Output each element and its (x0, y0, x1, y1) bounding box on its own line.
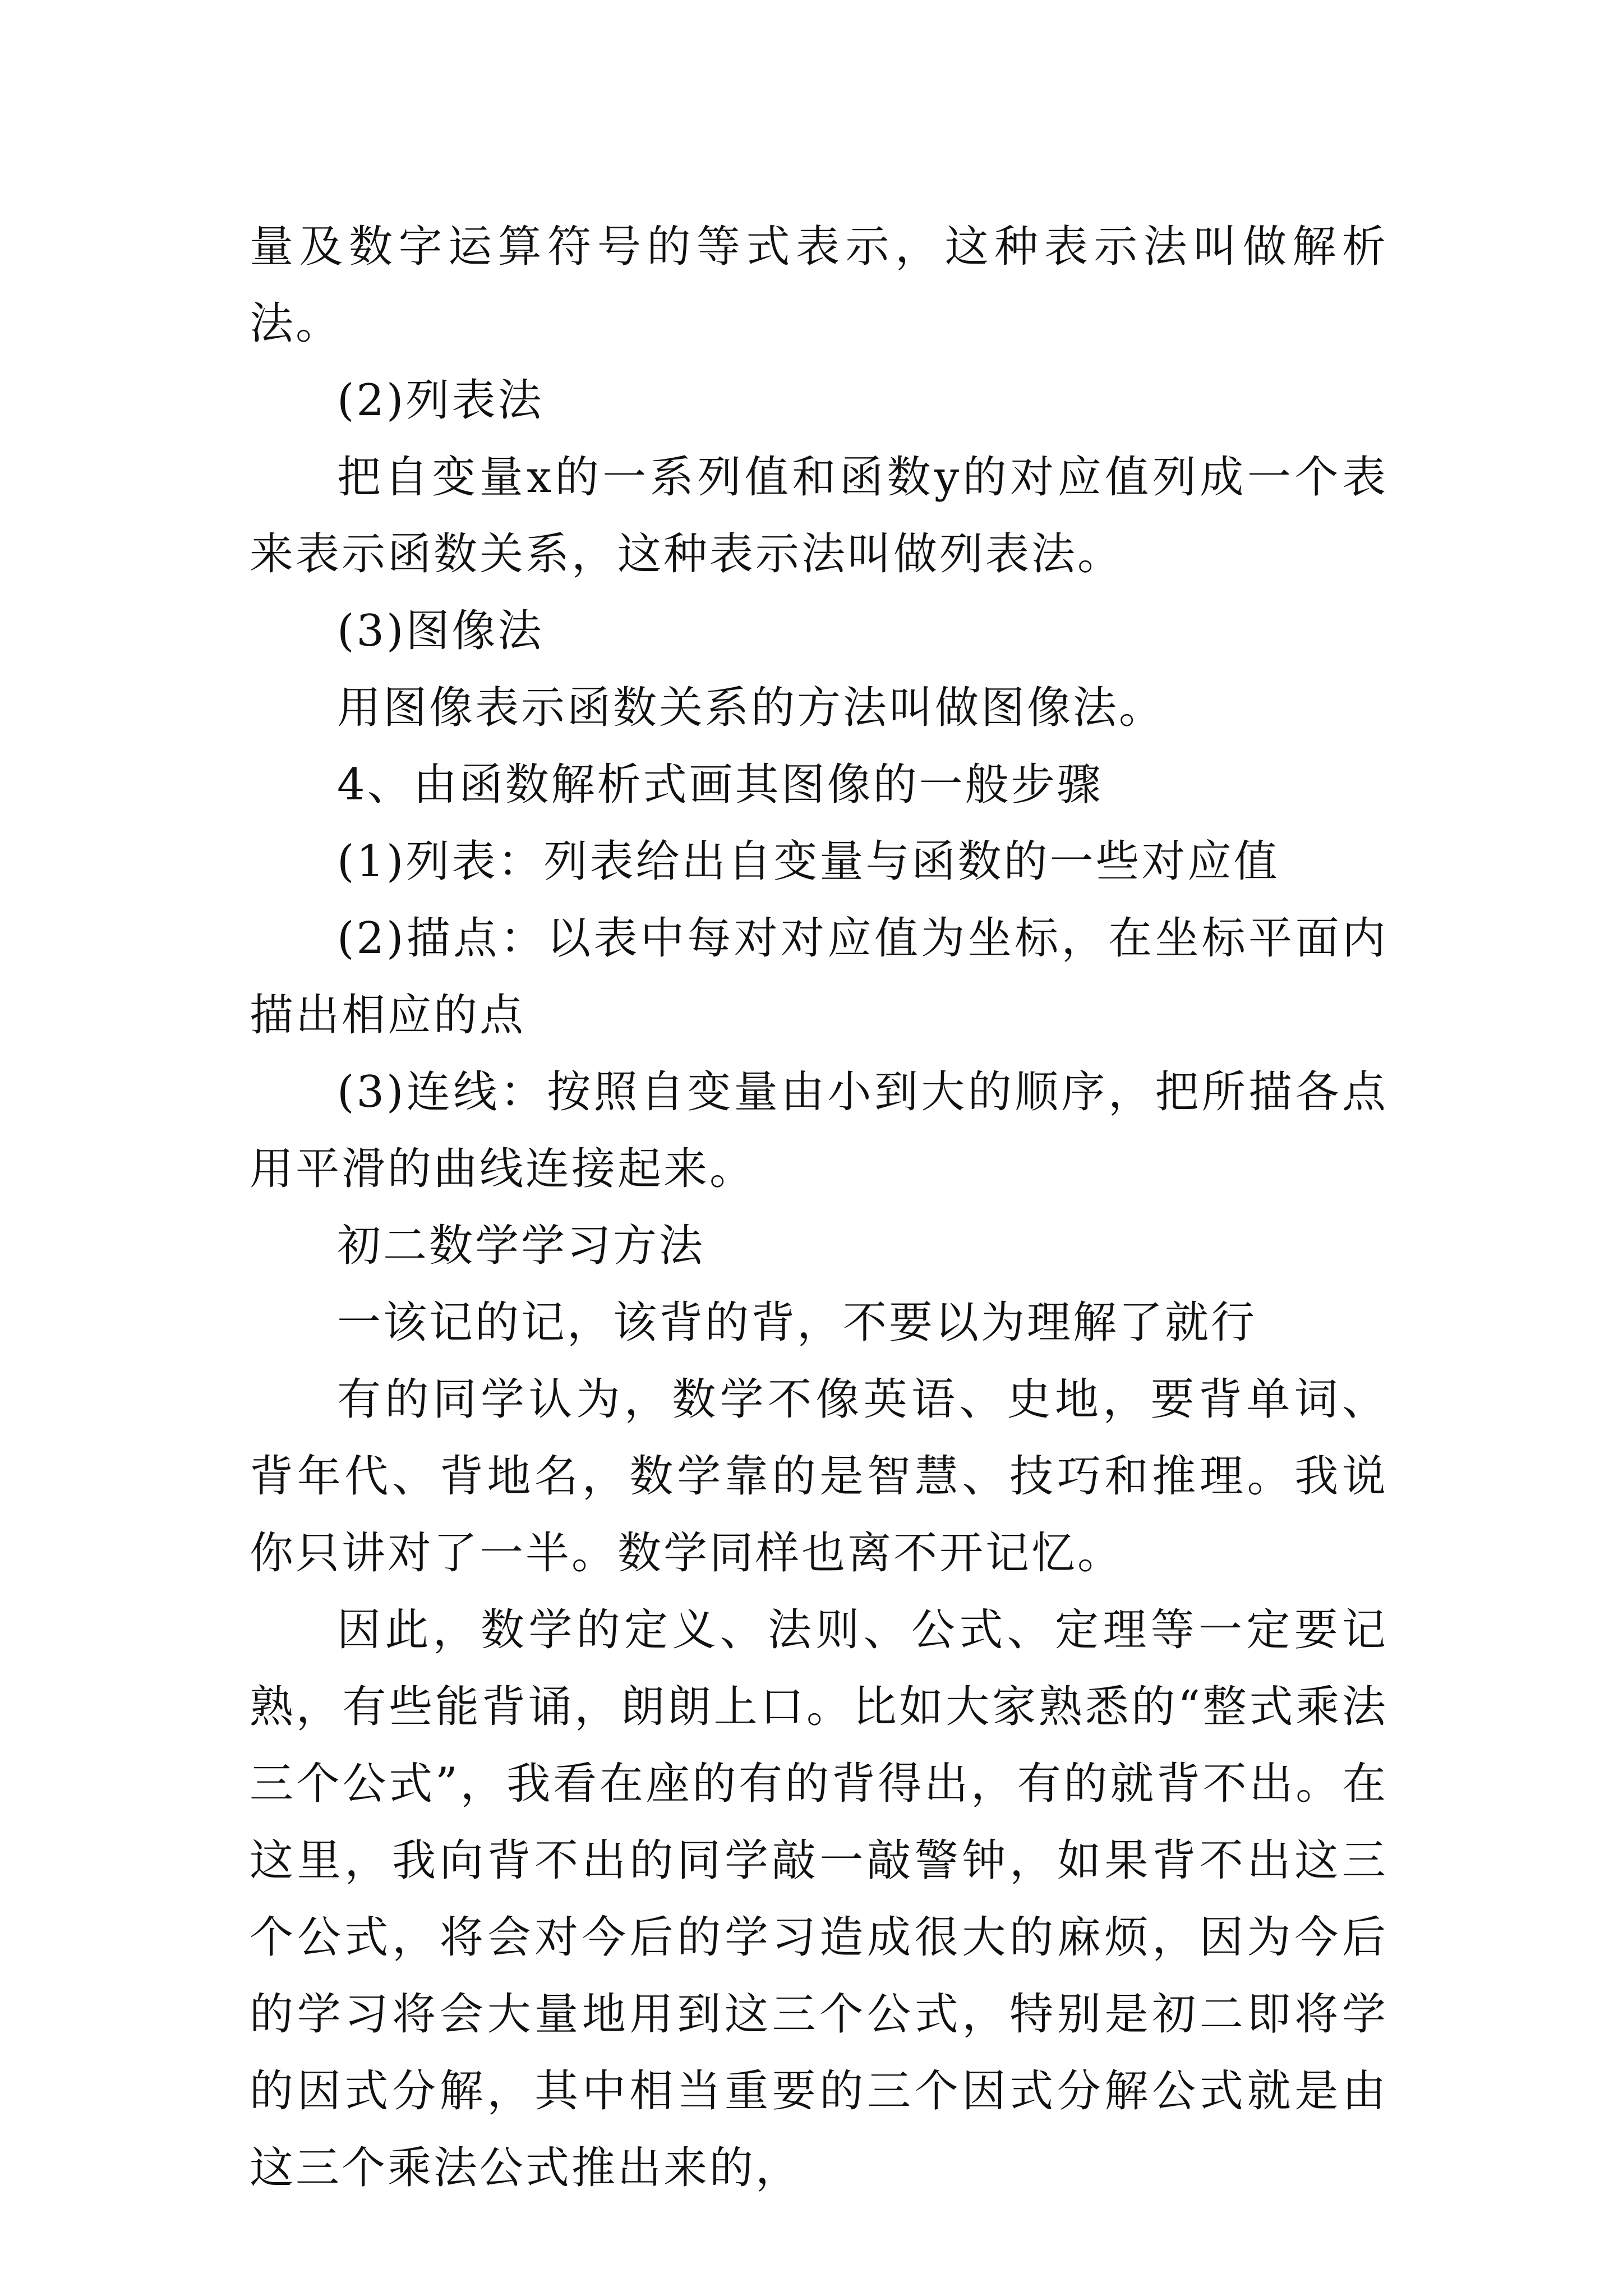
heading-graph-method: (3)图像法 (337, 606, 544, 656)
document-body (250, 209, 1388, 2207)
paragraph-table-method: 把自变量x的一系列值和函数y的对应值列成一个表来表示函数关系，这种表示法叫做列表法。 (250, 452, 1388, 579)
paragraph-analytic-method-end: 量及数字运算符号的等式表示，这种表示法叫做解析法。 (250, 222, 1388, 349)
paragraph-memory-importance: 有的同学认为，数学不像英语、史地，要背单词、背年代、背地名，数学靠的是智慧、技巧和推理。我说你只讲对了一半。数学同样也离不开记忆。 (250, 1374, 1388, 1579)
heading-table-method: (2)列表法 (337, 375, 544, 426)
step-plot-points: (2)描点：以表中每对对应值为坐标，在坐标平面内描出相应的点 (250, 913, 1388, 1041)
step-list-values: (1)列表：列表给出自变量与函数的一些对应值 (337, 836, 1280, 887)
paragraph-graph-method: 用图像表示函数关系的方法叫做图像法。 (337, 683, 1165, 733)
heading-study-methods: 初二数学学习方法 (337, 1221, 706, 1271)
paragraph-formulas: 因此，数学的定义、法则、公式、定理等一定要记熟，有些能背诵，朗朗上口。比如大家熟悉的“整式乘法三个公式”，我看在座的有的背得出，有的就背不出。在这里，我向背不出的同学敲一敲警钟，如果背不出这三个公式，将会对今后的学习造成很大的麻烦，因为今后的学习将会大量地用到这三个公式，特别是初二即将学的因式分解，其中相当重要的三个因式分解公式就是由这三个乘法公式推出来的， (250, 1605, 1388, 2193)
heading-drawing-steps: 4、由函数解析式画其图像的一般步骤 (337, 760, 1103, 810)
step-connect-lines: (3)连线：按照自变量由小到大的顺序，把所描各点用平滑的曲线连接起来。 (250, 1067, 1388, 1194)
heading-memorize: 一该记的记，该背的背，不要以为理解了就行 (337, 1297, 1257, 1348)
